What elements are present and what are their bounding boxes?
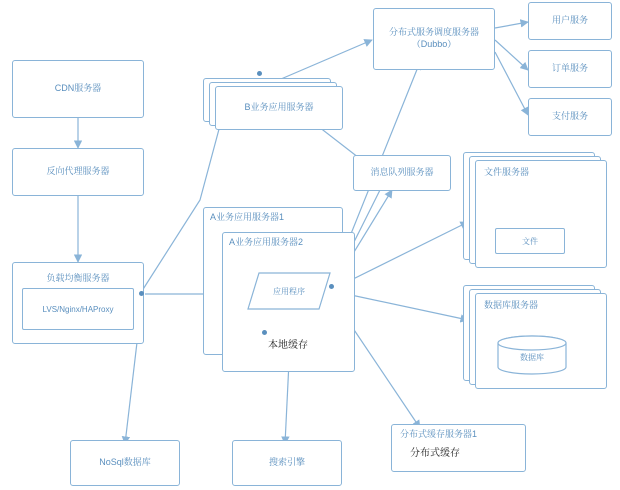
node-user-service[interactable]: [528, 2, 612, 40]
node-pay-service[interactable]: [528, 98, 612, 136]
junction-dot-local-cache: [262, 330, 267, 335]
node-dist-cache-label: 分布式缓存: [410, 448, 460, 459]
node-biz-b[interactable]: [215, 86, 343, 130]
node-cdn-label: CDN服务器: [54, 83, 102, 94]
node-lvs-nginx-haproxy[interactable]: [22, 288, 134, 330]
node-load-balance-label: 负载均衡服务器: [46, 273, 110, 283]
node-file-inner[interactable]: [495, 228, 565, 254]
node-local-cache-label: 本地缓存: [268, 340, 308, 351]
node-lvs-label: LVS/Nginx/HAProxy: [42, 304, 114, 314]
node-app-program-label: 应用程序: [273, 286, 305, 296]
node-db-server-label: 数据库服务器: [484, 300, 539, 310]
node-nosql[interactable]: [70, 440, 180, 486]
node-dist-cache-server-label: 分布式缓存服务器1: [400, 429, 478, 439]
node-search-engine-label: 搜索引擎: [268, 457, 305, 468]
junction-dot-app-left: [139, 291, 144, 296]
node-message-queue-label: 消息队列服务器: [370, 167, 434, 178]
node-database-label: 数据库: [520, 352, 544, 362]
node-file-inner-label: 文件: [522, 236, 538, 246]
node-user-service-label: 用户服务: [551, 15, 588, 26]
node-reverse-proxy[interactable]: [12, 148, 144, 196]
junction-dot-biz-b: [257, 71, 262, 76]
node-app-a1-label: A业务应用服务器1: [210, 212, 285, 222]
node-biz-b-label: B业务应用服务器: [244, 102, 314, 113]
node-message-queue[interactable]: [353, 155, 451, 191]
node-dubbo-label: 分布式服务调度服务器 （Dubbo）: [388, 27, 479, 49]
node-order-service-label: 订单服务: [551, 63, 588, 74]
node-search-engine[interactable]: [232, 440, 342, 486]
node-nosql-label: NoSql数据库: [99, 457, 151, 468]
node-reverse-proxy-label: 反向代理服务器: [46, 166, 110, 177]
node-file-server-label: 文件服务器: [484, 167, 530, 177]
node-database-cylinder[interactable]: [496, 335, 568, 375]
node-pay-service-label: 支付服务: [551, 111, 588, 122]
junction-dot-app-right: [329, 284, 334, 289]
node-dubbo[interactable]: [373, 8, 495, 70]
node-app-a2-label: A业务应用服务器2: [229, 237, 304, 247]
node-cdn[interactable]: [12, 60, 144, 118]
node-app-program[interactable]: [247, 272, 331, 310]
node-order-service[interactable]: [528, 50, 612, 88]
